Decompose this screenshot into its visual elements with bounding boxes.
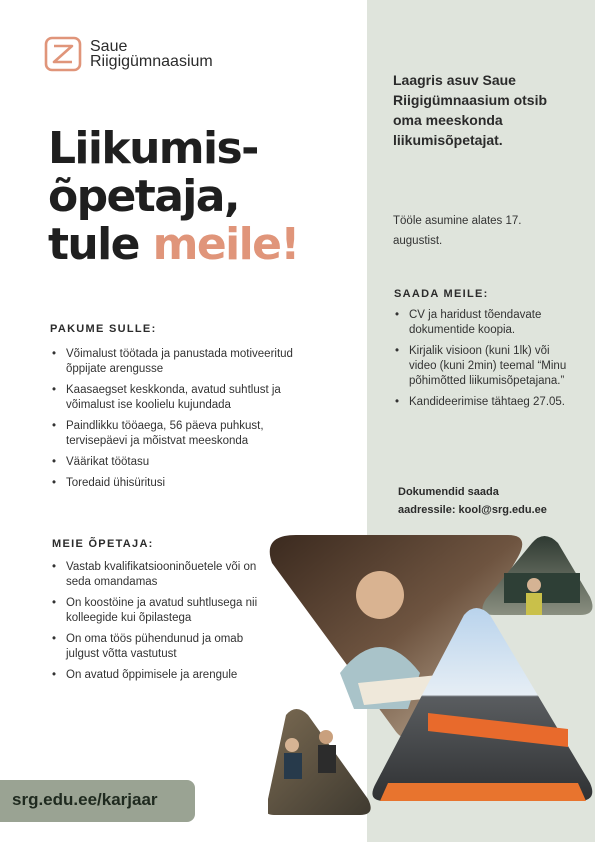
headline-line3 bbox=[48, 221, 299, 269]
list-item: • On koostöine ja avatud suhtlusega nii kolleegide kui õpilastega bbox=[50, 596, 272, 626]
list-item: • Väärikat töötasu bbox=[50, 455, 305, 470]
list-item: • CV ja haridust tõendavate dokumentide koopia. bbox=[393, 308, 568, 338]
list-item: • Vastab kvalifikatsiooninõuetele või on seda omandamas bbox=[50, 560, 272, 590]
teacher-head bbox=[527, 578, 541, 592]
building-floor bbox=[380, 783, 586, 801]
school-name-line1: Saue bbox=[90, 38, 128, 55]
career-url-banner[interactable] bbox=[0, 780, 195, 822]
teacher-list bbox=[50, 560, 272, 689]
student-a-body bbox=[284, 753, 302, 779]
photo-collage bbox=[268, 533, 595, 825]
headline-line1: Liikumis- bbox=[48, 123, 258, 174]
offer-list bbox=[50, 347, 305, 497]
list-item: • Kaasaegset keskkonda, avatud suhtlust ja võimalust ise koolielu kujundada bbox=[50, 383, 305, 413]
school-name-line2: Riigigümnaasium bbox=[90, 53, 213, 70]
headline-line2: õpetaja, bbox=[48, 171, 239, 222]
teacher-title: MEIE ÕPETAJA: bbox=[52, 538, 154, 550]
school-logo-icon bbox=[44, 36, 82, 72]
student-a-head bbox=[285, 738, 299, 752]
list-item: • On avatud õppimisele ja arengule bbox=[50, 668, 272, 683]
list-item: • On oma töös pühendunud ja omab julgust võtta vastutust bbox=[50, 632, 272, 662]
headline-line3-plain: tule bbox=[48, 219, 153, 270]
documents-email: aadressile: kool@srg.edu.ee bbox=[398, 504, 547, 516]
headline-accent: meile! bbox=[152, 219, 299, 270]
career-url[interactable]: srg.edu.ee/karjaar bbox=[12, 790, 158, 809]
send-list bbox=[393, 308, 568, 416]
list-item: • Kirjalik visioon (kuni 1lk) või video (kuni 2min) teemal “Minu põhimõtted liikumisõpetajana.” bbox=[393, 344, 568, 389]
list-item: • Kandideerimise tähtaeg 27.05. bbox=[393, 395, 568, 410]
school-name bbox=[90, 39, 213, 69]
documents-note bbox=[398, 483, 578, 519]
offer-title: PAKUME SULLE: bbox=[50, 323, 157, 335]
page-headline bbox=[48, 125, 299, 269]
student-head bbox=[356, 571, 404, 619]
list-item: • Toredaid ühisüritusi bbox=[50, 476, 305, 491]
list-item: • Paindlikku tööaega, 56 päeva puhkust, tervisepäevi ja mõistvat meeskonda bbox=[50, 419, 305, 449]
start-date-text: Tööle asumine alates 17. augustist. bbox=[393, 215, 522, 247]
documents-line1: Dokumendid saada bbox=[398, 486, 499, 498]
send-title: SAADA MEILE: bbox=[394, 288, 489, 300]
school-logo bbox=[44, 36, 213, 72]
student-b-head bbox=[319, 730, 333, 744]
student-b-body bbox=[318, 745, 336, 773]
list-item: • Võimalust töötada ja panustada motiveeritud õppijate arengusse bbox=[50, 347, 305, 377]
intro-text: Laagris asuv Saue Riigigümnaasium otsib oma meeskonda liikumisõpetajat. bbox=[393, 72, 548, 148]
teacher-body bbox=[526, 593, 542, 615]
